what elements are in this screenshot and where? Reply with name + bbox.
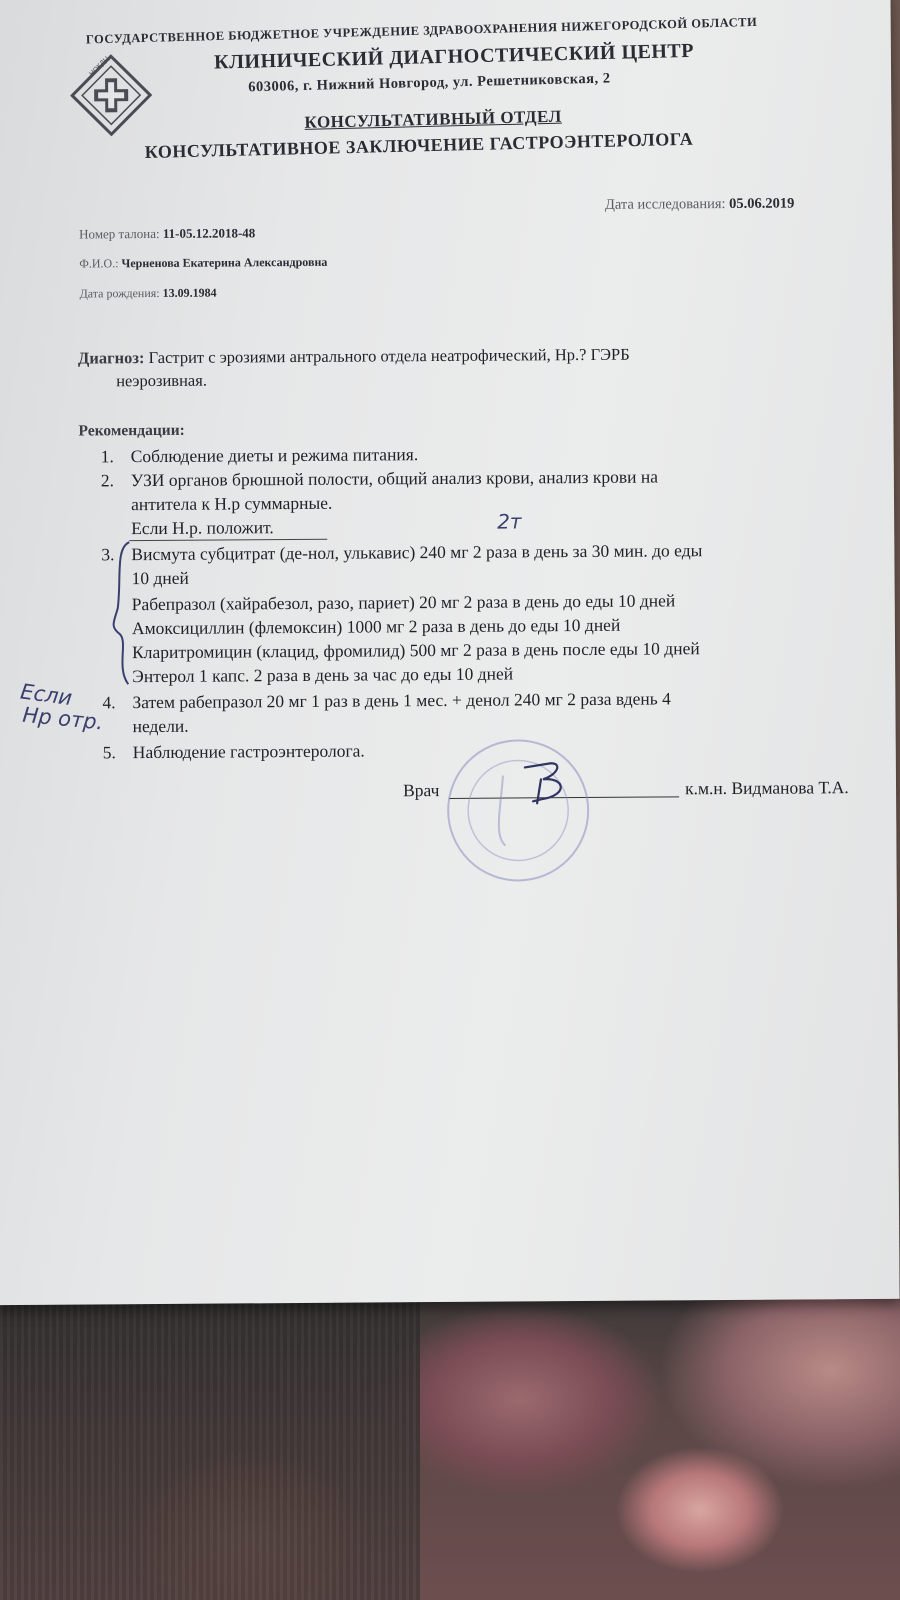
recommendations-label: Рекомендации: [78,421,185,440]
rec-item: 10 дней [131,567,189,589]
document-title: КОНСУЛЬТАТИВНОЕ ЗАКЛЮЧЕНИЕ ГАСТРОЭНТЕРОЛОГА [144,128,694,163]
rec-item: Амоксициллин (флемоксин) 1000 мг 2 раза в день до еды 10 дней [131,614,621,639]
handwritten-signature [511,759,591,810]
rec-item: недели. [132,715,189,737]
exam-date: Дата исследования: 05.06.2019 [604,195,795,213]
rec-num: 4. [102,692,116,713]
department-title: КОНСУЛЬТАТИВНЫЙ ОТДЕЛ [304,106,563,132]
stamp-icon [443,735,594,886]
handwritten-margin-note-1: Если [18,679,74,711]
handwritten-bracket [107,538,138,688]
rec-item: УЗИ органов брюшной полости, общий анализ крови, анализ крови на [130,466,659,491]
handwritten-2t: 2т [497,509,522,534]
signature-label: Врач [402,780,440,801]
rec-item: Наблюдение гастроэнтеролога. [132,740,365,763]
rec-num: 3. [101,544,115,565]
rec-item: Кларитромицин (клацид, фромилид) 500 мг 2 раза в день после еды 10 дней [131,638,700,663]
ticket-number: Номер талона: 11-05.12.2018-48 [79,225,256,242]
clinic-logo-icon [70,54,153,137]
center-name: КЛИНИЧЕСКИЙ ДИАГНОСТИЧЕСКИЙ ЦЕНТР [213,39,695,74]
birth-date: Дата рождения: 13.09.1984 [79,285,217,301]
underline-rule [129,539,327,541]
rec-item: Если Н.р. положит. [131,517,274,539]
diagnosis-label: Диагноз: [77,348,145,368]
diagnosis-line-2: неэрозивная. [116,370,207,391]
patient-name: Ф.И.О.: Черненова Екатерина Александровна [79,254,328,271]
rec-num: 1. [100,446,114,467]
fabric-dark-area [0,1280,420,1600]
rec-item: Висмута субцитрат (де-нол, улькавис) 240 мг 2 раза в день за 30 мин. до еды [131,540,703,565]
rec-item: Соблюдение диеты и режима питания. [130,444,419,467]
handwritten-margin-note-2: Нр отр. [21,702,105,735]
diagnosis-line-1: Диагноз: Гастрит с эрозиями антрального отдела неатрофический, Нр.? ГЭРБ [77,344,630,368]
rec-item: Затем рабепразол 20 мг 1 раз в день 1 мес. + денол 240 мг 2 раза вдень 4 [132,688,671,713]
doctor-name: к.м.н. Видманова Т.А. [684,777,849,799]
rec-num: 2. [100,470,115,491]
institution-line: ГОСУДАРСТВЕННОЕ БЮДЖЕТНОЕ УЧРЕЖДЕНИЕ ЗДРАВООХРАНЕНИЯ НИЖЕГОРОДСКОЙ ОБЛАСТИ [85,14,758,47]
rec-item: Рабепразол (хайрабезол, разо, париет) 20 мг 2 раза в день до еды 10 дней [131,590,676,615]
rec-num: 5. [102,742,116,763]
rec-item: Энтерол 1 капс. 2 раза в день за час до еды 10 дней [132,663,514,687]
clinic-address: 603006, г. Нижний Новгород, ул. Решетниковская, 2 [248,70,611,96]
logo-text: НОКДЦ [88,55,111,78]
rec-item: антитела к Н.р суммарные. [130,492,333,515]
